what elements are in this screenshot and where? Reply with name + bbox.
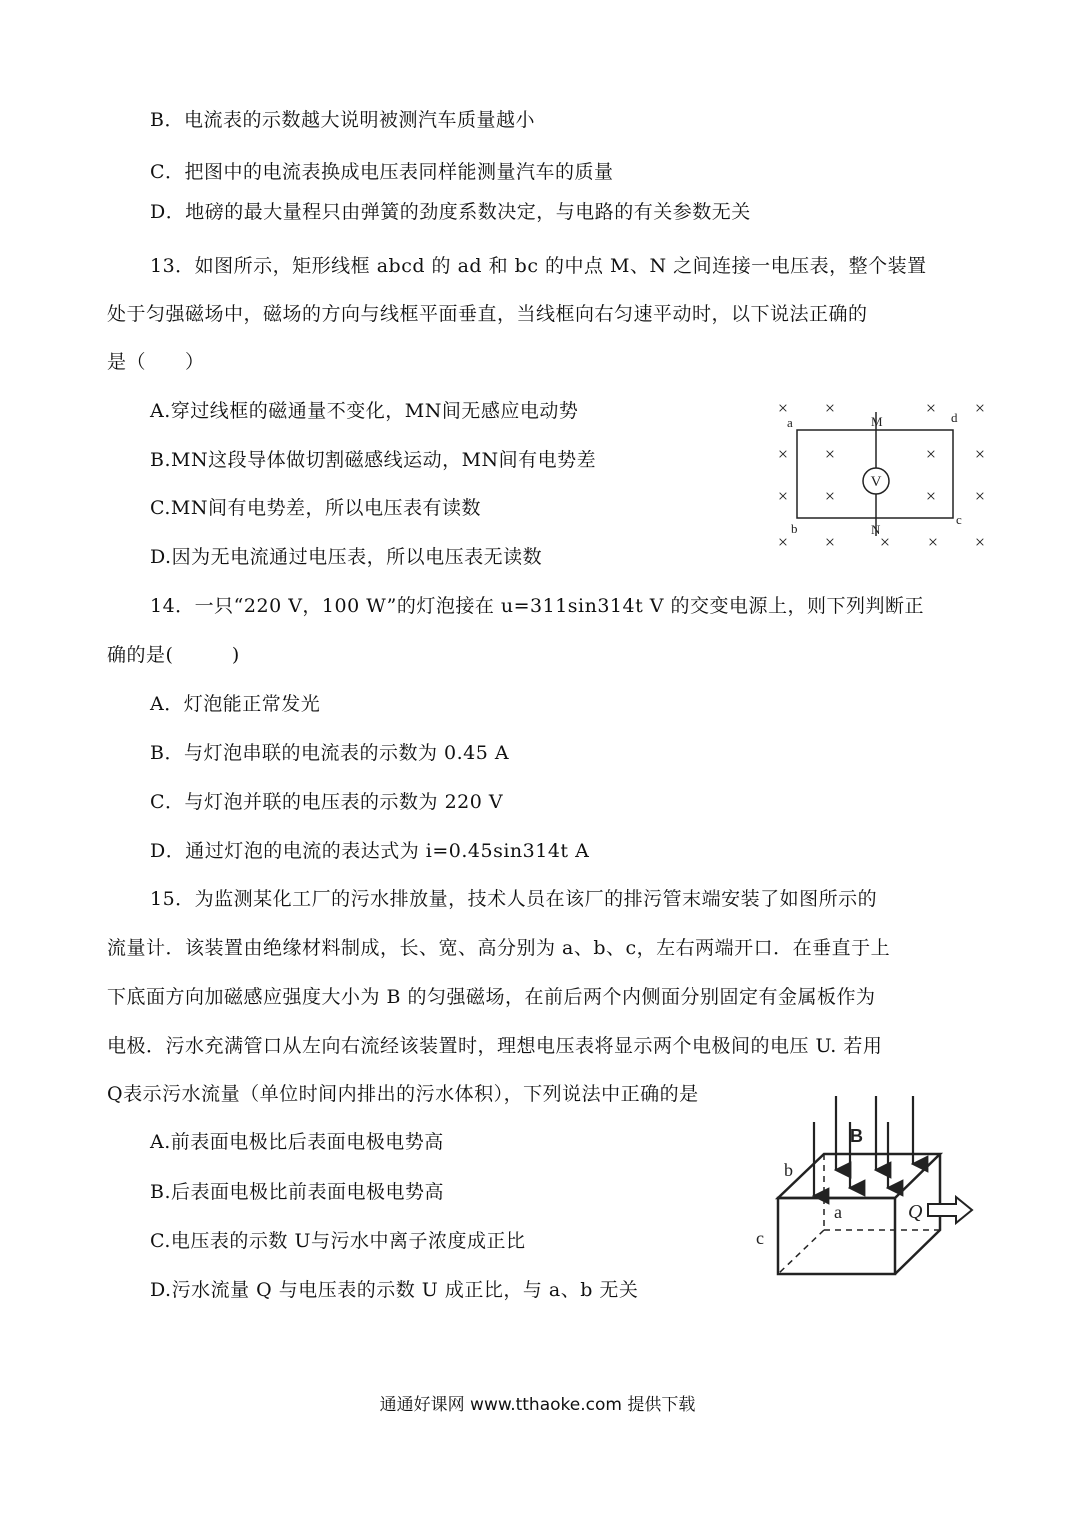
midpoint-n-label: N — [871, 522, 881, 537]
corner-b-label: b — [791, 521, 798, 536]
field-mark: × — [824, 398, 836, 418]
q14-option-a: A．灯泡能正常发光 — [150, 693, 321, 715]
field-mark: × — [879, 532, 891, 552]
q13-stem-line-2: 处于匀强磁场中，磁场的方向与线框平面垂直，当线框向右匀速平动时，以下说法正确的 — [107, 303, 868, 325]
q13-option-b: B.MN这段导体做切割磁感线运动，MN间有电势差 — [150, 449, 597, 471]
corner-c-label: c — [956, 512, 962, 527]
q13-option-d: D.因为无电流通过电压表，所以电压表无读数 — [150, 546, 543, 568]
q12-option-c: C．把图中的电流表换成电压表同样能测量汽车的质量 — [150, 161, 614, 183]
corner-a-label: a — [787, 415, 793, 430]
q14-option-b: B．与灯泡串联的电流表的示数为 0.45 A — [150, 742, 510, 764]
q14-stem-line-2: 确的是( ) — [107, 644, 240, 666]
q15-stem-line-2: 流量计．该装置由绝缘材料制成，长、宽、高分别为 a、b、c，左右两端开口．在垂直于上 — [107, 937, 891, 959]
field-mark: × — [974, 444, 986, 464]
label-b: b — [784, 1160, 793, 1180]
q14-stem-line-1: 14．一只“220 V，100 W”的灯泡接在 u=311sin314t V 的交变电源上，则下列判断正 — [150, 595, 925, 617]
field-mark: × — [824, 486, 836, 506]
q13-stem-line-1: 13．如图所示，矩形线框 abcd 的 ad 和 bc 的中点 M、N 之间连接一电压表，整个装置 — [150, 255, 927, 277]
corner-d-label: d — [951, 410, 958, 425]
q14-option-d: D．通过灯泡的电流的表达式为 i=0.45sin314t A — [150, 840, 590, 862]
field-mark: × — [925, 444, 937, 464]
q12-option-d: D．地磅的最大量程只由弹簧的劲度系数决定，与电路的有关参数无关 — [150, 201, 751, 223]
field-mark: × — [824, 532, 836, 552]
magnetic-field-arrows — [814, 1096, 913, 1196]
q15-figure — [750, 1092, 980, 1282]
voltmeter-label: V — [870, 474, 882, 490]
field-mark: × — [777, 532, 789, 552]
footer-source: 通通好课网 www.tthaoke.com 提供下载 — [379, 1395, 696, 1415]
q13-option-a: A.穿过线框的磁通量不变化，MN间无感应电动势 — [150, 400, 579, 422]
q13-figure — [765, 390, 995, 560]
q15-stem-line-1: 15．为监测某化工厂的污水排放量，技术人员在该厂的排污管末端安装了如图所示的 — [150, 888, 878, 910]
q15-option-a: A.前表面电极比后表面电极电势高 — [150, 1131, 444, 1153]
field-mark: × — [974, 532, 986, 552]
q15-option-b: B.后表面电极比前表面电极电势高 — [150, 1181, 445, 1203]
label-a: a — [834, 1202, 842, 1222]
q15-stem-line-3: 下底面方向加磁感应强度大小为 B 的匀强磁场，在前后两个内侧面分别固定有金属板作为 — [107, 986, 876, 1008]
midpoint-m-label: M — [871, 414, 883, 429]
q13-option-c: C.MN间有电势差，所以电压表有读数 — [150, 497, 481, 519]
q13-stem-line-3: 是（ ） — [107, 351, 205, 373]
q15-stem-line-4: 电极．污水充满管口从左向右流经该装置时，理想电压表将显示两个电极间的电压 U. 若用 — [107, 1035, 883, 1057]
field-mark: × — [777, 486, 789, 506]
q15-stem-line-5: Q表示污水流量（单位时间内排出的污水体积），下列说法中正确的是 — [107, 1083, 699, 1105]
label-Q: Q — [908, 1201, 923, 1223]
field-mark: × — [927, 532, 939, 552]
q15-option-d: D.污水流量 Q 与电压表的示数 U 成正比，与 a、b 无关 — [150, 1279, 639, 1301]
field-mark: × — [777, 444, 789, 464]
label-c: c — [756, 1228, 764, 1248]
flow-arrow — [928, 1197, 972, 1223]
field-mark: × — [925, 486, 937, 506]
field-mark: × — [777, 398, 789, 418]
field-mark: × — [974, 398, 986, 418]
field-mark: × — [974, 486, 986, 506]
q12-option-b: B．电流表的示数越大说明被测汽车质量越小 — [150, 109, 535, 131]
q15-option-c: C.电压表的示数 U与污水中离子浓度成正比 — [150, 1230, 526, 1252]
label-B: B — [850, 1126, 863, 1146]
q14-option-c: C．与灯泡并联的电压表的示数为 220 V — [150, 791, 504, 813]
field-mark: × — [824, 444, 836, 464]
field-mark: × — [925, 398, 937, 418]
